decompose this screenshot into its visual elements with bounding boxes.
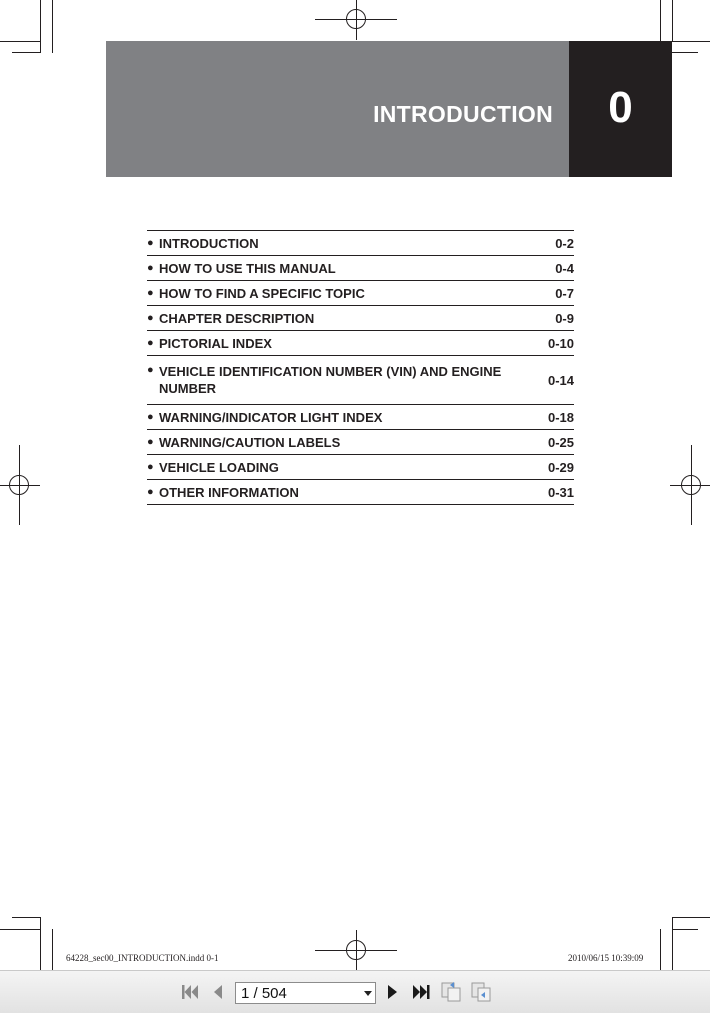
bullet-icon: ● (147, 287, 154, 299)
next-page-button[interactable] (382, 971, 402, 1013)
crop-mark (52, 929, 53, 970)
bullet-icon: ● (147, 436, 154, 448)
toc-entry[interactable] (147, 331, 574, 356)
toc-entry-label: HOW TO USE THIS MANUAL (159, 260, 336, 276)
bullet-icon: ● (147, 337, 154, 349)
toc-entry-label: CHAPTER DESCRIPTION (159, 310, 315, 326)
toc-entry[interactable] (147, 281, 574, 306)
bullet-icon: ● (147, 364, 154, 376)
toc-entry[interactable] (147, 480, 574, 505)
crop-mark (672, 0, 673, 41)
next-page-icon (385, 983, 399, 1001)
toc-entry-label: PICTORIAL INDEX (159, 335, 272, 351)
toc-entry[interactable] (147, 455, 574, 480)
chapter-number: 0 (608, 83, 633, 132)
first-page-button[interactable] (178, 971, 202, 1013)
toc-entry[interactable] (147, 356, 574, 405)
chapter-number-box (569, 41, 672, 177)
page-indicator: 1 / 504 (241, 984, 287, 1002)
toc-entry-page: 0-2 (555, 235, 574, 251)
crop-mark (672, 929, 698, 930)
registration-mark-circle (346, 940, 366, 960)
fit-page-icon (440, 981, 462, 1003)
toc-entry[interactable] (147, 256, 574, 281)
toc-entry-page: 0-9 (555, 310, 574, 326)
crop-mark (40, 0, 41, 53)
previous-page-icon (210, 983, 224, 1001)
fit-width-icon (470, 981, 492, 1003)
crop-mark (672, 917, 710, 918)
crop-mark (12, 52, 40, 53)
toc-entry[interactable] (147, 306, 574, 331)
section-title: INTRODUCTION (373, 101, 553, 127)
toc-entry-label: WARNING/CAUTION LABELS (159, 434, 341, 450)
toc-entry-label: VEHICLE IDENTIFICATION NUMBER (VIN) AND ENGINE NUMBER (159, 364, 502, 396)
last-page-icon (411, 983, 431, 1001)
previous-page-button[interactable] (206, 971, 228, 1013)
bullet-icon: ● (147, 237, 154, 249)
bullet-icon: ● (147, 262, 154, 274)
registration-mark-circle (9, 475, 29, 495)
toc-entry-page: 0-4 (555, 260, 574, 276)
toc-entry-page: 0-18 (547, 409, 574, 425)
registration-mark-circle (346, 9, 366, 29)
bullet-icon: ● (147, 312, 154, 324)
toc-entry-page: 0-14 (547, 372, 574, 388)
page-number-select[interactable] (235, 982, 376, 1004)
toc-entry-label: INTRODUCTION (159, 235, 259, 251)
section-header-band (106, 41, 569, 177)
crop-mark (12, 917, 40, 918)
viewer-toolbar (0, 970, 710, 1013)
crop-mark (660, 929, 661, 970)
toc-entry-page: 0-25 (547, 434, 574, 450)
crop-mark (40, 917, 41, 970)
table-of-contents (147, 230, 574, 505)
last-page-button[interactable] (408, 971, 434, 1013)
fit-width-button[interactable] (468, 971, 494, 1013)
file-slug: 64228_sec00_INTRODUCTION.indd 0-1 (66, 953, 219, 963)
fit-page-button[interactable] (439, 971, 463, 1013)
bullet-icon: ● (147, 461, 154, 473)
toc-entry[interactable] (147, 430, 574, 455)
first-page-icon (180, 983, 200, 1001)
crop-mark (672, 52, 698, 53)
registration-mark-circle (681, 475, 701, 495)
toc-entry-page: 0-10 (547, 335, 574, 351)
crop-mark (672, 917, 673, 970)
toc-entry-page: 0-7 (555, 285, 574, 301)
toc-entry-page: 0-31 (547, 484, 574, 500)
print-timestamp: 2010/06/15 10:39:09 (568, 953, 644, 963)
crop-mark (672, 41, 710, 42)
toc-entry-page: 0-29 (547, 459, 574, 475)
toc-entry-label: WARNING/INDICATOR LIGHT INDEX (159, 409, 383, 425)
toc-entry[interactable] (147, 231, 574, 256)
chevron-down-icon (361, 991, 375, 996)
toc-entry[interactable] (147, 405, 574, 430)
toc-entry-label: OTHER INFORMATION (159, 484, 299, 500)
toc-entry-label: VEHICLE LOADING (159, 459, 279, 475)
crop-mark (0, 929, 40, 930)
bullet-icon: ● (147, 411, 154, 423)
bullet-icon: ● (147, 486, 154, 498)
toc-entry-label: HOW TO FIND A SPECIFIC TOPIC (159, 285, 365, 301)
crop-mark (0, 41, 40, 42)
crop-mark (52, 0, 53, 53)
